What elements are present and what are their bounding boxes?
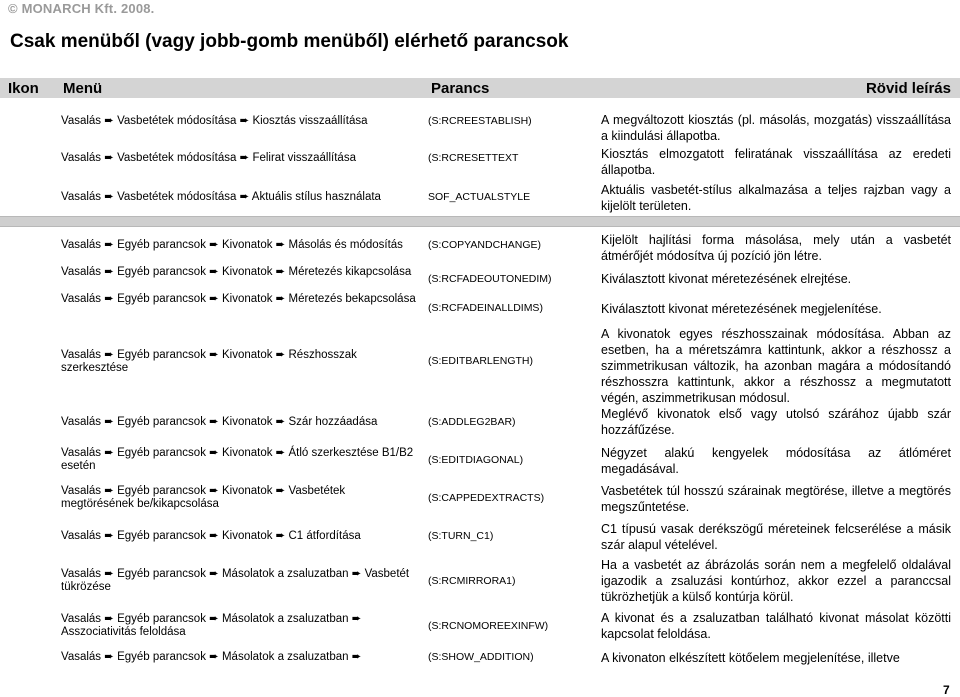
command-description: Kiválasztott kivonat méretezésének megjelenítése. bbox=[601, 302, 882, 316]
command-name: (S:RCREESTABLISH) bbox=[428, 115, 532, 127]
page-number: 7 bbox=[943, 683, 950, 697]
menu-path: Vasalás ➨ Vasbetétek módosítása ➨ Kiosztás visszaállítása bbox=[61, 115, 368, 127]
menu-path: Vasalás ➨ Egyéb parancsok ➨ Kivonatok ➨ Másolás és módosítás bbox=[61, 239, 403, 251]
brand-watermark: © MONARCH Kft. 2008. bbox=[8, 1, 155, 16]
command-name: (S:TURN_C1) bbox=[428, 530, 494, 542]
menu-path: Vasalás ➨ Egyéb parancsok ➨ Kivonatok ➨ Átló szerkesztése B1/B2 esetén bbox=[61, 447, 414, 472]
command-description: A kivonaton elkészített kötőelem megjelenítése, illetve bbox=[601, 651, 900, 665]
menu-path: Vasalás ➨ Vasbetétek módosítása ➨ Felirat visszaállítása bbox=[61, 152, 356, 164]
header-menu-column: Menü bbox=[63, 80, 103, 97]
command-description: Vasbetétek túl hosszú szárainak megtörése, illetve a megtörés megszűntetése. bbox=[601, 484, 951, 514]
command-name: (S:ADDLEG2BAR) bbox=[428, 416, 516, 428]
header-command-column: Parancs bbox=[431, 80, 490, 97]
command-name: (S:EDITBARLENGTH) bbox=[428, 355, 534, 367]
command-description: A kivonat és a zsaluzatban található kivonat másolat közötti kapcsolat feloldása. bbox=[601, 611, 951, 641]
header-description-column: Rövid leírás bbox=[865, 80, 951, 97]
command-name: (S:CAPPEDEXTRACTS) bbox=[428, 492, 545, 504]
menu-path: Vasalás ➨ Egyéb parancsok ➨ Kivonatok ➨ Részhosszak szerkesztése bbox=[61, 349, 357, 374]
menu-path: Vasalás ➨ Egyéb parancsok ➨ Kivonatok ➨ Méretezés bekapcsolása bbox=[61, 293, 416, 305]
menu-path: Vasalás ➨ Egyéb parancsok ➨ Kivonatok ➨ C1 átfordítása bbox=[61, 530, 361, 542]
menu-path: Vasalás ➨ Egyéb parancsok ➨ Kivonatok ➨ Méretezés kikapcsolása bbox=[61, 266, 412, 278]
menu-path: Vasalás ➨ Egyéb parancsok ➨ Másolatok a zsaluzatban ➨ bbox=[61, 651, 362, 663]
command-name: SOF_ACTUALSTYLE bbox=[428, 191, 531, 203]
command-name: (S:EDITDIAGONAL) bbox=[428, 454, 524, 466]
command-name: (S:RCRESETTEXT bbox=[428, 152, 519, 164]
section-divider bbox=[0, 216, 960, 227]
command-description: C1 típusú vasak derékszögű méreteinek felcserélése a másik szár alapul vételével. bbox=[601, 522, 951, 552]
command-description: Négyzet alakú kengyelek módosítása az átlóméret megadásával. bbox=[601, 446, 951, 476]
menu-path: Vasalás ➨ Egyéb parancsok ➨ Másolatok a zsaluzatban ➨ Asszociativitás feloldása bbox=[61, 613, 362, 638]
menu-path: Vasalás ➨ Egyéb parancsok ➨ Kivonatok ➨ Szár hozzáadása bbox=[61, 416, 378, 428]
command-description: Kiválasztott kivonat méretezésének elrejtése. bbox=[601, 272, 852, 286]
command-name: (S:RCNOMOREEXINFW) bbox=[428, 620, 549, 632]
command-description: Kiosztás elmozgatott feliratának visszaállítása az eredeti állapotba. bbox=[601, 147, 951, 177]
command-description: Ha a vasbetét az ábrázolás során nem a megfelelő oldalával igazodik a zsaluzási kontúrhoz, akkor ezzel a paranccsal tükrözhetjük a külső kontúrja körül. bbox=[601, 558, 951, 604]
menu-path: Vasalás ➨ Egyéb parancsok ➨ Kivonatok ➨ Vasbetétek megtörésének be/kikapcsolása bbox=[61, 485, 346, 510]
menu-path: Vasalás ➨ Vasbetétek módosítása ➨ Aktuális stílus használata bbox=[61, 191, 381, 203]
command-description: Kijelölt hajlítási forma másolása, mely után a vasbetét átmérőjét módosítva új pozíció jön létre. bbox=[601, 233, 951, 263]
menu-path: Vasalás ➨ Egyéb parancsok ➨ Másolatok a zsaluzatban ➨ Vasbetét tükrözése bbox=[61, 568, 410, 593]
command-description: A megváltozott kiosztás (pl. másolás, mozgatás) visszaállítása a kiindulási állapotba. bbox=[601, 113, 951, 143]
command-name: (S:COPYANDCHANGE) bbox=[428, 239, 541, 251]
page-title: Csak menüből (vagy jobb-gomb menüből) elérhető parancsok bbox=[10, 31, 569, 52]
table-header bbox=[0, 78, 960, 98]
command-name: (S:RCFADEINALLDIMS) bbox=[428, 302, 543, 314]
command-name: (S:RCFADEOUTONEDIM) bbox=[428, 273, 552, 285]
header-icon-column: Ikon bbox=[8, 80, 39, 97]
command-description: Aktuális vasbetét-stílus alkalmazása a teljes rajzban vagy a kijelölt területen. bbox=[601, 183, 951, 213]
command-description: Meglévő kivonatok első vagy utolsó szárához újabb szár hozzáfűzése. bbox=[601, 407, 951, 437]
command-description: A kivonatok egyes részhosszainak módosítása. Abban az esetben, ha a méretszámra kattintunk, akkor a részhossz a szimmetrikusan változik, ha azonban magára a módosítandó részhosszra kattintunk, akkor a részhossz a megmutatott végén, aszimmetrikusan módosul. bbox=[601, 327, 951, 405]
command-name: (S:SHOW_ADDITION) bbox=[428, 651, 534, 663]
command-name: (S:RCMIRRORA1) bbox=[428, 575, 516, 587]
